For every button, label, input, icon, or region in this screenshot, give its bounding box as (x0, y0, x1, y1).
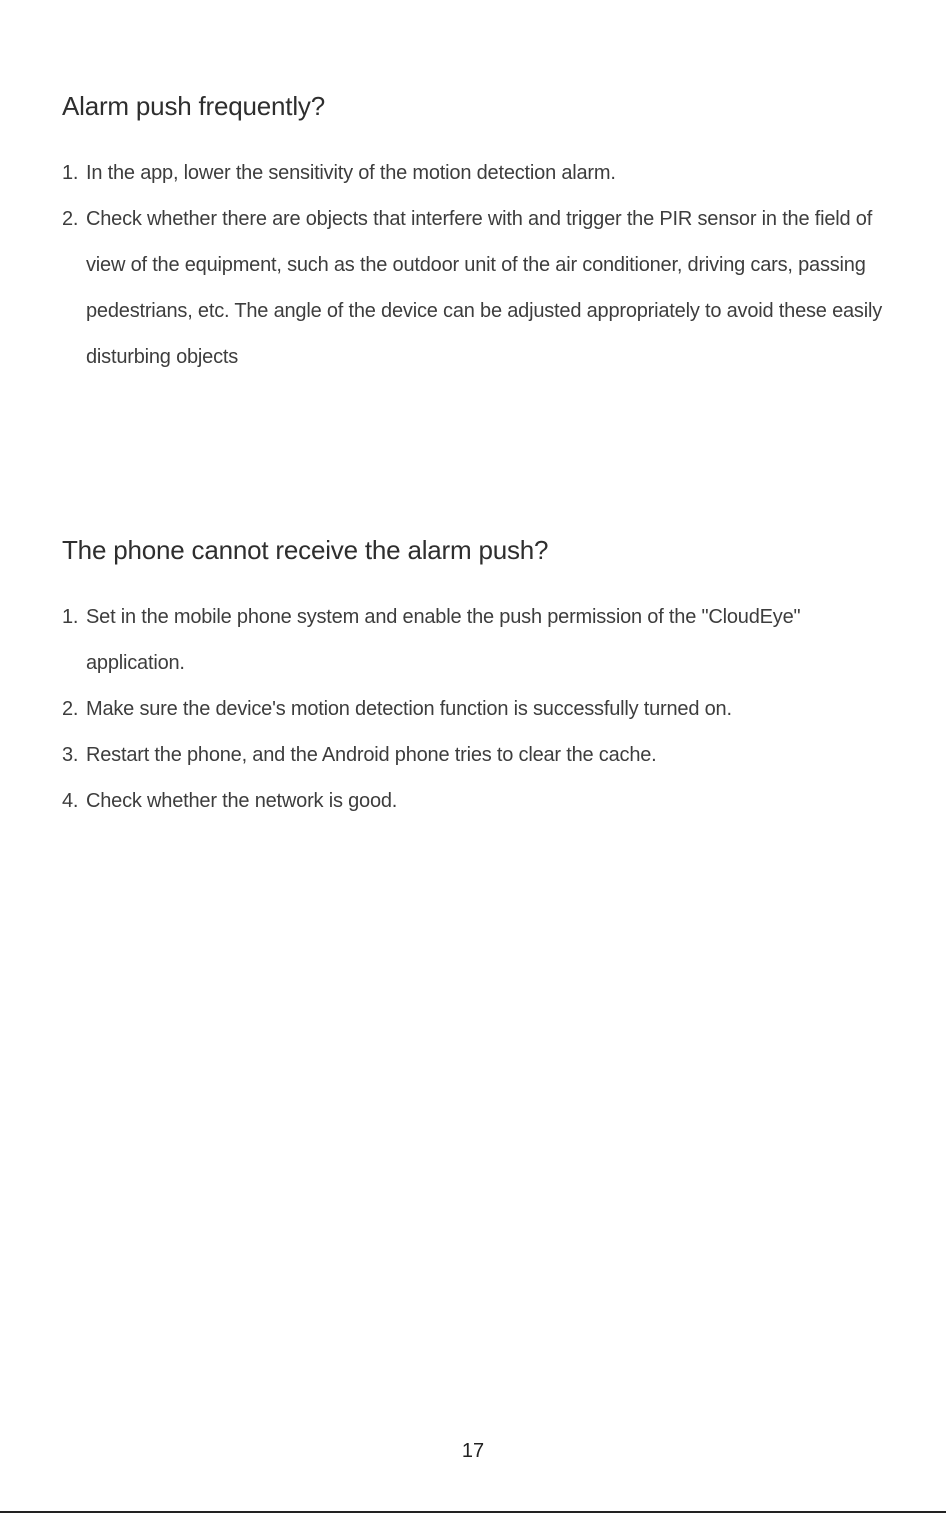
list-item (62, 686, 892, 732)
item-text: Set in the mobile phone system and enable the push permission of the "CloudEye" application. (86, 606, 801, 674)
item-text: In the app, lower the sensitivity of the motion detection alarm. (86, 162, 616, 184)
answer-list (62, 150, 892, 380)
list-item (62, 594, 892, 686)
answer-list (62, 594, 892, 824)
list-item (62, 732, 892, 778)
item-number: 2. (62, 698, 79, 720)
item-text: Restart the phone, and the Android phone tries to clear the cache. (86, 744, 657, 766)
page-number: 17 (461, 1440, 485, 1462)
item-text: Check whether there are objects that interfere with and trigger the PIR sensor in the field of view of the equipment, such as the outdoor unit of the air conditioner, driving cars, passing pedestrians, etc. The angle of the device can be adjusted appropriately to avoid these easily disturbing objects (86, 208, 882, 368)
item-text: Make sure the device's motion detection function is successfully turned on. (86, 698, 732, 720)
item-number: 4. (62, 790, 79, 812)
faq-section-alarm-push-frequently (62, 84, 892, 380)
item-number: 1. (62, 162, 79, 184)
list-item (62, 196, 892, 380)
item-number: 1. (62, 606, 79, 628)
item-text: Check whether the network is good. (86, 790, 398, 812)
section-heading: The phone cannot receive the alarm push? (62, 535, 549, 565)
faq-section-cannot-receive-push (62, 528, 892, 824)
list-item (62, 150, 892, 196)
section-heading: Alarm push frequently? (62, 91, 325, 121)
item-number: 2. (62, 208, 79, 230)
item-number: 3. (62, 744, 79, 766)
list-item (62, 778, 892, 824)
